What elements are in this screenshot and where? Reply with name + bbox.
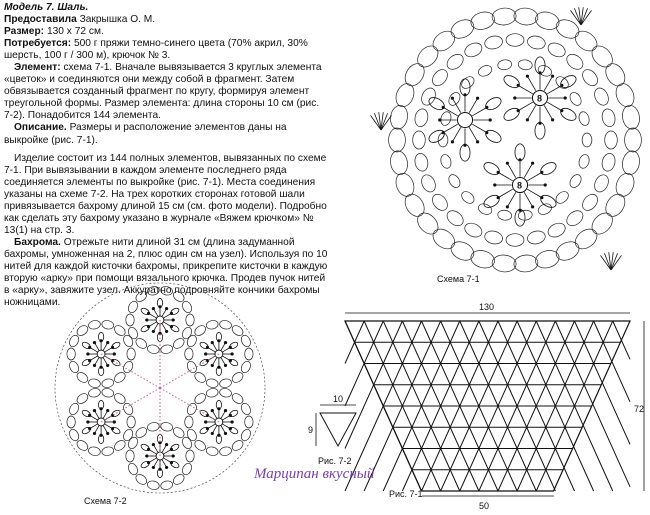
chain-arch [113, 324, 128, 338]
chain-arch [230, 392, 245, 406]
corner-fan [570, 7, 591, 25]
chain-arch [68, 360, 81, 374]
chain-arch [553, 238, 582, 264]
chain-arch [469, 248, 497, 271]
chain-arch [205, 387, 219, 398]
fringe-label: Бахрома. [14, 236, 61, 248]
chain-arch [588, 209, 617, 238]
chain-arch [67, 416, 75, 428]
chain-arch [193, 392, 208, 406]
chain-arch [205, 446, 219, 457]
fig-7-2 [308, 394, 356, 466]
fig-7-1-label: Рис. 7-1 [389, 489, 423, 499]
chain-arch [568, 90, 584, 107]
fig-7-2-label: Рис. 7-2 [318, 456, 352, 466]
chain-arch [205, 319, 219, 330]
chain-arch [67, 348, 75, 360]
scheme-7-1-label: Схема 7-1 [437, 274, 480, 284]
chain-arch [533, 248, 561, 271]
chain-arch [577, 153, 590, 169]
chain-arch [477, 64, 494, 79]
corner-fan [600, 252, 621, 270]
chain-arch [160, 285, 174, 296]
chain-arch [219, 319, 233, 330]
chain-arch [414, 42, 443, 71]
chain-arch [68, 334, 81, 348]
chain-arch [68, 428, 81, 442]
chain-arch [75, 438, 90, 452]
chain-arch [230, 370, 245, 384]
chain-arch [413, 131, 426, 149]
chain-arch [127, 326, 140, 340]
chain-arch [459, 74, 476, 91]
chain-arch [113, 370, 128, 384]
chain-arch [122, 428, 135, 442]
chain-arch [126, 450, 134, 462]
chain-arch [546, 221, 568, 240]
chain-arch [444, 51, 466, 72]
chain-arch [126, 314, 134, 326]
chain-arch [564, 208, 586, 229]
chain-arch [469, 9, 497, 32]
chain-arch [181, 436, 194, 450]
chain-arch [185, 428, 198, 442]
center-marker: 8 [517, 180, 523, 191]
chain-arch [134, 336, 149, 350]
author: Закрышка О. М. [79, 14, 156, 26]
chain-arch [389, 149, 410, 176]
chain-arch [75, 324, 90, 338]
chain-arch [564, 51, 586, 72]
chain-arch [600, 152, 616, 172]
fig-7-2-top-dim: 10 [333, 394, 344, 404]
scheme-7-2-chart [55, 283, 265, 493]
chain-arch [230, 324, 245, 338]
chain-arch [533, 9, 561, 32]
fig-7-1-top-dim: 130 [479, 302, 495, 312]
chain-arch [160, 344, 174, 355]
chain-arch [401, 191, 428, 220]
scheme-7-1-chart [370, 7, 641, 273]
chain-arch [101, 378, 115, 389]
chain-arch [571, 27, 600, 55]
chain-arch [483, 229, 503, 245]
chain-arch [75, 392, 90, 406]
needs-label: Потребуется: [4, 38, 72, 50]
chain-arch [160, 480, 174, 491]
chain-arch [592, 173, 611, 195]
size-label: Размер: [4, 26, 45, 38]
chain-arch [186, 450, 194, 462]
chain-arch [592, 86, 611, 108]
chain-arch [602, 191, 629, 220]
chain-arch [463, 221, 485, 240]
chain-arch [147, 480, 161, 491]
chain-arch [389, 128, 406, 152]
chain-arch [181, 300, 194, 314]
chain-arch [613, 171, 637, 199]
chain-arch [526, 229, 546, 245]
chain-arch [193, 438, 208, 452]
chain-arch [147, 421, 161, 432]
chain-arch [181, 326, 194, 340]
chain-arch [613, 81, 637, 109]
chain-arch [580, 191, 601, 213]
assembly-text: Изделие состоит из 144 полных элементов, вывязанных по схеме 7-1. При вывязывании в каждом элементе последнего ряда соединяется элементы по выкройке (рис. 7-1). Места соединения указаны на схеме 7-2. На трех коротких сторонах готовой шали привязывается бахрому длиной 15 см (см. фото модели). Подробно как сделать эту бахрому указано в журнале «Вяжем крючком» № 13(1) на стр. 3. [4, 152, 327, 236]
chain-arch [444, 208, 466, 229]
chain-arch [546, 40, 568, 59]
chain-arch [600, 108, 616, 128]
chain-arch [414, 209, 443, 238]
chain-arch [219, 378, 233, 389]
chain-arch [75, 370, 90, 384]
chain-arch [413, 152, 429, 172]
chain-arch [419, 86, 438, 108]
crochet-flower [502, 57, 578, 139]
fig-7-1-side-dim: 72 [634, 404, 645, 414]
chain-arch [580, 67, 601, 89]
chain-arch [463, 40, 485, 59]
chain-arch [88, 378, 102, 389]
chain-arch [438, 133, 448, 147]
chain-arch [419, 173, 438, 195]
chain-arch [240, 402, 253, 416]
chain-arch [171, 336, 186, 350]
chain-arch [439, 153, 452, 169]
chain-arch [537, 202, 554, 217]
center-marker: 8 [537, 93, 543, 104]
pattern-title: Модель 7. Шаль. [4, 2, 89, 13]
chain-arch [186, 314, 194, 326]
chain-arch [588, 42, 617, 71]
chain-arch [101, 319, 115, 330]
chain-arch [513, 254, 538, 273]
fig-7-1-grid [345, 321, 630, 491]
chain-arch [101, 387, 115, 398]
size-value: 130 х 72 см. [46, 26, 104, 38]
crochet-flower [427, 79, 503, 161]
chain-arch [393, 171, 417, 199]
chain-arch [429, 225, 458, 253]
chain-arch [439, 110, 452, 126]
chain-arch [571, 225, 600, 253]
watermark: Марципан вкусный [254, 466, 375, 482]
chain-arch [245, 416, 253, 428]
chain-arch [101, 446, 115, 457]
chain-arch [113, 438, 128, 452]
element-label: Элемент: [14, 62, 61, 74]
needs-text: 500 г пряжи темно-синего цвета (70% акрил, 30% шерсть, 100 г / 300 м), крючок № 3. [4, 38, 308, 62]
scheme-7-2-label: Схема 7-2 [84, 496, 127, 506]
chain-arch [193, 324, 208, 338]
chain-arch [625, 128, 642, 152]
chain-arch [491, 7, 516, 26]
chain-arch [205, 378, 219, 389]
chain-arch [134, 290, 149, 304]
chain-arch [448, 238, 477, 264]
chain-arch [429, 27, 458, 55]
chain-arch [68, 402, 81, 416]
chain-arch [185, 416, 193, 428]
element-text: схема 7-1. Вначале вывязывается 3 круглых элемента «цветок» и соединяются они между собой в фрагмент. Затем обвязывается созданный фрагмент по кругу, формируя элемент треугольной формы. Размер элемента: длина стороны 10 см (рис. 7-2). Понадобится 144 элемента. [4, 62, 322, 122]
chain-arch [160, 421, 174, 432]
chain-arch [127, 348, 135, 360]
chain-arch [513, 7, 538, 26]
chain-arch [621, 104, 642, 131]
author-label: Предоставила [4, 14, 77, 26]
chain-arch [219, 446, 233, 457]
chain-arch [122, 334, 135, 348]
chain-arch [240, 428, 253, 442]
chain-arch [245, 348, 253, 360]
chain-arch [477, 202, 494, 217]
chain-arch [127, 416, 135, 428]
chain-arch [506, 234, 524, 247]
chain-arch [134, 472, 149, 486]
chain-arch [127, 436, 140, 450]
chain-arch [497, 209, 512, 221]
chain-arch [134, 426, 149, 440]
chain-arch [526, 34, 546, 50]
description-label: Описание. [14, 122, 67, 134]
chain-arch [393, 81, 417, 109]
chain-arch [240, 334, 253, 348]
chain-arch [447, 90, 463, 107]
chain-arch [518, 59, 533, 71]
chain-arch [147, 285, 161, 296]
chain-arch [401, 60, 428, 89]
chain-arch [219, 387, 233, 398]
chain-arch [113, 392, 128, 406]
chain-arch [127, 300, 140, 314]
chain-arch [602, 60, 629, 89]
chain-arch [181, 462, 194, 476]
chain-arch [605, 131, 618, 149]
fig-7-2-side-dim: 9 [308, 425, 314, 435]
chain-arch [577, 110, 590, 126]
fringe-text: Отрежьте нити длиной 31 см (длина задуманной бахромы, умноженная на 2, плюс один см на узел). Используя по 10 нитей для каждой кисточки бахромы, прикрепите кисточки в каждую вторую «арку» при помощи вязального крючка. Продев пучок нитей в «арку», завяжите узел. Аккуратно подровняйте кончики бахромы ножницами. [4, 236, 328, 309]
chain-arch [230, 438, 245, 452]
chain-arch [147, 344, 161, 355]
chain-arch [185, 348, 193, 360]
description-text: Размеры и расположение элементов даны на выкройке (рис. 7-1). [4, 122, 287, 146]
chain-arch [240, 360, 253, 374]
chain-arch [491, 254, 516, 273]
corner-fan [370, 112, 391, 130]
chain-arch [88, 387, 102, 398]
chain-arch [429, 67, 450, 89]
chain-arch [389, 104, 410, 131]
chain-arch [88, 319, 102, 330]
chain-arch [483, 34, 503, 50]
fig-7-1-bottom-dim: 50 [479, 501, 490, 511]
chain-arch [497, 59, 512, 71]
chain-arch [193, 370, 208, 384]
chain-arch [568, 173, 584, 190]
chain-arch [127, 462, 140, 476]
chain-arch [621, 149, 642, 176]
chain-arch [171, 426, 186, 440]
chain-arch [171, 472, 186, 486]
chain-arch [582, 133, 592, 147]
chain-arch [429, 191, 450, 213]
chain-arch [185, 334, 198, 348]
chain-arch [413, 108, 429, 128]
chain-arch [459, 189, 476, 206]
chain-arch [506, 34, 524, 47]
chain-arch [448, 16, 477, 42]
chain-arch [171, 290, 186, 304]
chain-arch [88, 446, 102, 457]
chain-arch [447, 173, 463, 190]
